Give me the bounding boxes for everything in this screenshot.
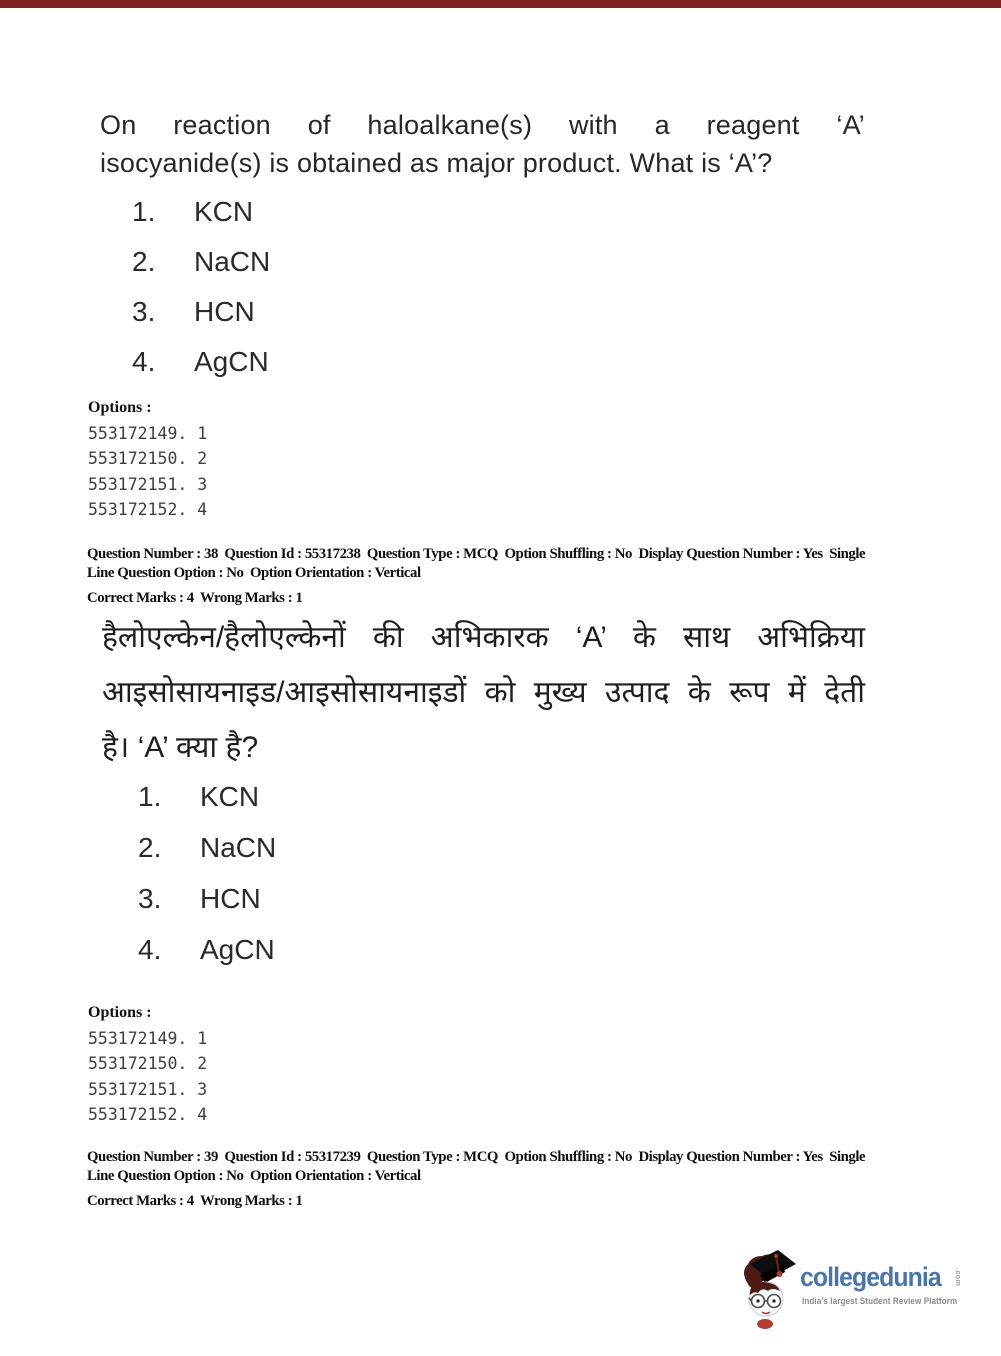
option-label: NaCN [200, 832, 277, 863]
option-label: AgCN [200, 934, 275, 965]
question-39-metadata [87, 1148, 865, 1211]
question-39-hindi-text [102, 610, 865, 775]
mcq-option [138, 832, 276, 864]
question-text-line: है। ‘A’ क्या है? [102, 731, 259, 764]
mcq-option [138, 781, 259, 813]
question-38-english-text [100, 106, 865, 182]
top-accent-bar [0, 0, 1001, 8]
question-text-line: आइसोसायनाइड/आइसोसायनाइडों को मुख्य उत्पाद के रूप में देती [102, 676, 865, 709]
option-id-line: 553172152. 4 [88, 500, 208, 520]
mcq-option [138, 934, 275, 966]
option-label: HCN [194, 296, 255, 327]
option-number: 1. [132, 196, 156, 227]
option-label: AgCN [194, 346, 269, 377]
option-id-line: 553172149. 1 [88, 1029, 208, 1048]
option-label: HCN [200, 883, 261, 914]
option-label: KCN [200, 781, 260, 812]
collegedunia-logo [738, 1244, 988, 1339]
question-text-line: On reaction of haloalkane(s) with a reagent ‘A’ [100, 110, 865, 140]
option-number: 4. [138, 934, 162, 965]
options-heading: Options : [88, 399, 152, 416]
mcq-option [138, 883, 261, 915]
option-id-line: 553172151. 3 [88, 474, 208, 494]
option-id-line: 553172152. 4 [88, 1105, 208, 1125]
logo-tagline: India's largest Student Review Platform [802, 1296, 958, 1306]
option-number: 3. [138, 883, 162, 914]
logo-wordmark: collegedunia [800, 1262, 941, 1292]
option-number: 2. [132, 246, 156, 277]
question-text-line: isocyanide(s) is obtained as major product. What is ‘A’? [100, 148, 773, 178]
option-label: NaCN [194, 246, 271, 277]
mcq-option [132, 246, 270, 278]
options-heading: Options : [88, 1004, 152, 1021]
marks-line: Correct Marks : 4 Wrong Marks : 1 [87, 590, 303, 606]
option-number: 2. [138, 832, 162, 863]
options-id-block [88, 1004, 207, 1128]
question-38-metadata [87, 545, 865, 608]
options-id-block [88, 399, 207, 523]
option-id-line: 553172150. 2 [88, 1054, 208, 1074]
meta-line: Line Question Option : No Option Orientation : Vertical [87, 1168, 421, 1184]
meta-line: Question Number : 38 Question Id : 55317238 Question Type : MCQ Option Shuffling : No Display Question Number : Yes Single [87, 546, 866, 562]
option-id-line: 553172150. 2 [88, 449, 208, 469]
mascot-icon [738, 1246, 800, 1330]
option-label: KCN [194, 196, 254, 227]
option-id-line: 553172151. 3 [88, 1079, 208, 1099]
option-number: 1. [138, 781, 162, 812]
mcq-option [132, 296, 255, 328]
marks-line: Correct Marks : 4 Wrong Marks : 1 [87, 1193, 303, 1209]
meta-line: Question Number : 39 Question Id : 55317239 Question Type : MCQ Option Shuffling : No Display Question Number : Yes Single [87, 1149, 866, 1165]
meta-line: Line Question Option : No Option Orientation : Vertical [87, 565, 421, 581]
option-number: 3. [132, 296, 156, 327]
option-number: 4. [132, 346, 156, 377]
logo-domain-suffix: .com [954, 1268, 961, 1287]
mcq-option [132, 346, 269, 378]
question-text-line: हैलोएल्केन/हैलोएल्केनों की अभिकारक ‘A’ के साथ अभिक्रिया [102, 621, 865, 654]
option-id-line: 553172149. 1 [88, 424, 208, 443]
mcq-option [132, 196, 253, 228]
